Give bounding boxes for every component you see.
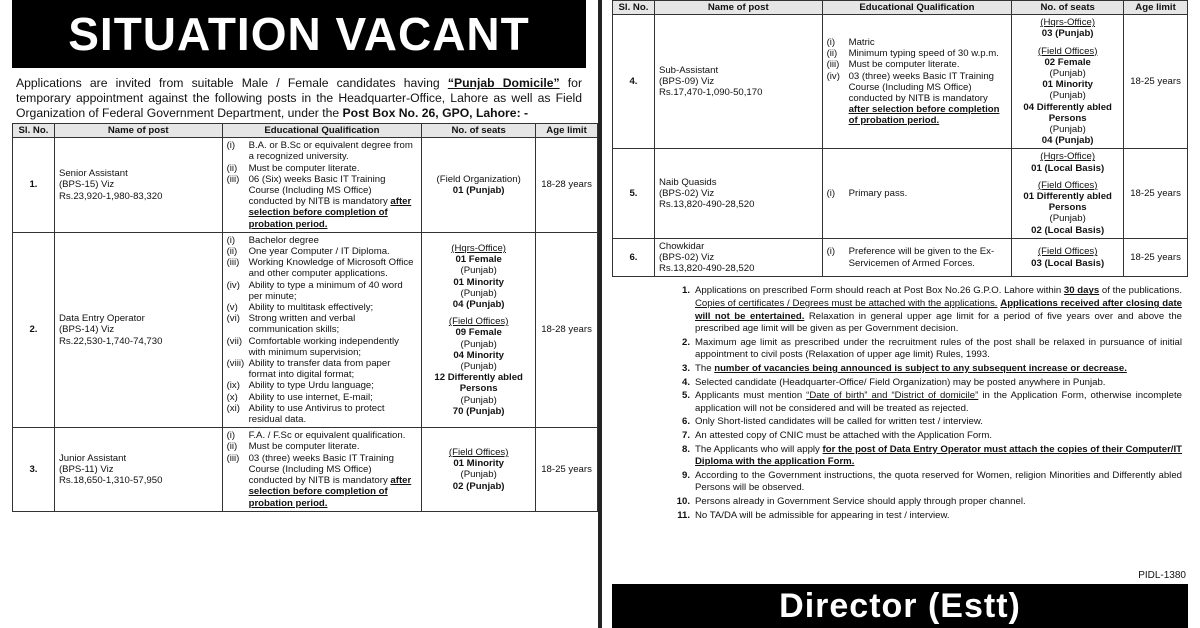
post-scale: (BPS-09) Viz [658, 76, 715, 88]
post-title: Junior Assistant [58, 452, 127, 464]
term-text-part: Only Short-listed candidates will be called for written test / interview. [695, 416, 983, 428]
qualification-list [227, 430, 418, 508]
seat-line: (Punjab) [1049, 213, 1086, 225]
term-number: 4. [681, 376, 690, 388]
qualification-text-part: Must be computer literate. [248, 162, 360, 174]
qualification-number: (v) [226, 302, 238, 314]
qualification-text-part: Primary pass. [848, 188, 908, 200]
table-row [613, 238, 1188, 277]
cell-post-name [54, 138, 222, 233]
header-age: Age limit [536, 124, 598, 138]
cell-qualification [222, 232, 422, 427]
term-item [670, 430, 1182, 443]
term-number: 7. [681, 430, 690, 441]
left-column [0, 0, 598, 628]
qualification-text [849, 246, 1008, 268]
term-text-part: No TA/DA will be admissible for appearing in test / interview. [695, 509, 950, 521]
qualification-text-part: Strong written and verbal communication skills; [248, 313, 356, 336]
qualification-text [249, 246, 418, 257]
qualification-text [249, 392, 418, 403]
qualification-item [227, 441, 418, 452]
qualification-text [249, 280, 418, 302]
post-pay-scale: Rs.13,820-490-28,520 [658, 199, 755, 211]
post-title: Chowkidar [658, 240, 705, 252]
qualification-text [249, 380, 418, 391]
term-text-part: The Applicants who will apply [695, 443, 823, 455]
qualification-text-part: Comfortable working independently with minimum supervision; [248, 335, 399, 358]
post-pay-scale: Rs.17,470-1,090-50,170 [658, 87, 763, 99]
qualification-number: (i) [826, 37, 836, 48]
cell-sl-no: 1. [13, 138, 55, 233]
cell-sl-no: 2. [13, 232, 55, 427]
qualification-number: (ii) [826, 48, 838, 60]
post-scale: (BPS-14) Viz [58, 324, 115, 336]
qualification-text-part: Ability to use Antivirus to protect residual data. [248, 402, 385, 426]
post-title: Naib Quasids [658, 176, 717, 188]
term-text-part: number of vacancies being announced is subject to any subsequent increase or decrease. [714, 363, 1127, 375]
qualification-text [849, 48, 1008, 59]
qualification-item [827, 48, 1008, 59]
qualification-item [227, 453, 418, 509]
qualification-number: (x) [226, 391, 238, 403]
header-qualification: Educational Qualification [822, 1, 1012, 15]
post-scale: (BPS-02) Viz [658, 252, 715, 264]
cell-qualification [822, 15, 1012, 149]
post-pay-scale: Rs.23,920-1,980-83,320 [58, 190, 163, 202]
left-rows [13, 138, 598, 512]
qualification-text [249, 140, 418, 162]
cell-sl-no: 6. [613, 238, 655, 277]
qualification-text [249, 174, 418, 230]
term-number: 2. [681, 336, 690, 348]
seat-line: (Punjab) [460, 287, 497, 299]
term-text [695, 470, 1182, 495]
seat-line: (Hqrs-Office) [451, 243, 507, 255]
header-seats: No. of seats [1012, 1, 1124, 15]
qualification-text-part: 03 (three) weeks Basic IT Training Course (Including MS Office) conducted by NITB is mandatory [248, 452, 394, 487]
term-text-part: Selected candidate (Headquarter-Office/ Field Organization) may be posted anywhere in Punjab. [695, 376, 1106, 388]
qualification-number: (iii) [226, 173, 240, 185]
term-item [670, 416, 1182, 429]
qualification-text [849, 59, 1008, 70]
header-sl-no: Sl. No. [613, 1, 655, 15]
qualification-text-part: Preference will be given to the Ex-Servicemen of Armed Forces. [848, 246, 995, 269]
qualification-text [249, 403, 418, 425]
qualification-item [227, 257, 418, 279]
qualification-text-part: Ability to use internet, E-mail; [248, 391, 373, 403]
qualification-text [249, 313, 418, 335]
seat-line: 02 (Local Basis) [1031, 224, 1105, 236]
term-number: 10. [676, 495, 690, 507]
qualification-number: (iv) [826, 70, 840, 82]
qualification-list [827, 37, 1008, 127]
seat-line: 04 Differently abled Persons [1023, 101, 1112, 124]
header-age: Age limit [1124, 1, 1188, 15]
intro-text-2: for temporary appointment against the following posts in the Headquarter-Office, Lahore as well as Field Organization of Federal Government Department, under the [16, 76, 583, 120]
intro-domicile: “Punjab Domicile” [447, 76, 560, 90]
qualification-number: (ii) [226, 162, 238, 174]
term-item [670, 496, 1182, 509]
qualification-item [827, 71, 1008, 127]
post-scale: (BPS-11) Viz [58, 463, 114, 475]
signatory-banner: Director (Estt) [612, 584, 1188, 628]
cell-post-name [654, 149, 822, 238]
term-item [670, 377, 1182, 390]
qualification-text [249, 257, 418, 279]
term-text [695, 444, 1182, 469]
qualification-number: (i) [826, 246, 836, 258]
qualification-emphasis: after selection before completion of probation period. [248, 475, 412, 509]
header-seats: No. of seats [422, 124, 536, 138]
cell-age-limit: 18-25 years [1124, 238, 1188, 277]
cell-post-name [654, 238, 822, 277]
qualification-item [827, 188, 1008, 199]
seat-line: 70 (Punjab) [452, 405, 505, 417]
qualification-list [827, 188, 1008, 199]
qualification-text [849, 71, 1008, 127]
qualification-item [227, 358, 418, 380]
qualification-number: (ii) [226, 441, 238, 453]
qualification-text-part: Must be computer literate. [248, 441, 360, 453]
qualification-number: (iv) [226, 279, 240, 291]
qualification-item [827, 59, 1008, 70]
qualification-list [227, 140, 418, 230]
seat-line: 01 (Local Basis) [1031, 162, 1105, 174]
term-item [670, 337, 1182, 362]
term-text-part: in the Application Form, otherwise incomplete application will not be considered and will be treated as rejected. [695, 390, 1183, 414]
seat-line: (Punjab) [460, 265, 497, 277]
seat-line: (Punjab) [460, 469, 497, 481]
cell-sl-no: 5. [613, 149, 655, 238]
term-text [695, 510, 1182, 523]
seat-line: 03 (Local Basis) [1031, 257, 1105, 269]
qualification-text-part: 06 (Six) weeks Basic IT Training Course (Including MS Office) conducted by NITB is mandatory [248, 173, 391, 208]
posts-table-header-right [613, 1, 1188, 15]
seat-line: 09 Female [455, 327, 502, 339]
cell-seats [1012, 15, 1124, 149]
qualification-text-part: 03 (three) weeks Basic IT Training Course (Including MS Office) conducted by NITB is mandatory [848, 70, 994, 105]
cell-post-name [54, 428, 222, 511]
term-text-part: The [695, 363, 715, 375]
seat-line: (Field Offices) [448, 447, 509, 459]
cell-age-limit: 18-28 years [536, 232, 598, 427]
qualification-item [227, 140, 418, 162]
term-item [670, 363, 1182, 376]
intro-paragraph [16, 76, 582, 121]
seat-line: 02 Female [1044, 56, 1091, 68]
post-title: Data Entry Operator [58, 313, 145, 325]
term-item [670, 444, 1182, 469]
qualification-text [249, 430, 418, 441]
seat-line: 03 (Punjab) [1041, 28, 1094, 40]
seat-line: (Punjab) [1049, 90, 1086, 102]
seat-line: 01 (Punjab) [452, 185, 505, 197]
qualification-text-part: Ability to type Urdu language; [248, 380, 374, 392]
qualification-text [249, 441, 418, 452]
seat-line: (Punjab) [1049, 68, 1086, 80]
seat-line: 01 Minority [1042, 79, 1093, 91]
table-row [613, 15, 1188, 149]
qualification-number: (xi) [226, 402, 240, 414]
header-post: Name of post [654, 1, 822, 15]
seat-line: (Punjab) [460, 338, 497, 350]
term-text-part: for the post of Data Entry Operator must attach the copies of their Computer/IT Diploma with the application Form. [695, 443, 1182, 468]
qualification-number: (iii) [826, 59, 840, 71]
qualification-number: (vi) [226, 313, 240, 325]
term-text [695, 390, 1182, 415]
cell-age-limit: 18-25 years [536, 428, 598, 511]
table-row [613, 149, 1188, 238]
cell-sl-no: 3. [13, 428, 55, 511]
seat-line: (Punjab) [460, 361, 497, 373]
page-title: SITUATION VACANT [12, 0, 586, 68]
qualification-item [227, 302, 418, 313]
term-number: 8. [681, 443, 690, 455]
term-text [695, 430, 1182, 443]
qualification-number: (ix) [226, 380, 240, 392]
qualification-number: (iii) [226, 452, 240, 464]
term-text [695, 337, 1182, 362]
intro-text-1: Applications are invited from suitable Male / Female candidates having [16, 76, 440, 90]
qualification-text-part: F.A. / F.Sc or equivalent qualification. [248, 430, 406, 442]
qualification-number: (i) [826, 188, 836, 200]
qualification-text [249, 358, 418, 380]
seat-line: 02 (Punjab) [452, 480, 505, 492]
seat-line: 01 Minority [453, 276, 504, 288]
qualification-text-part: Matric [848, 37, 875, 48]
term-text-part: of the publications. [1099, 285, 1182, 297]
term-text-part: An attested copy of CNIC must be attached with the Application Form. [695, 430, 993, 441]
posts-table-header [13, 124, 598, 138]
cell-sl-no: 4. [613, 15, 655, 149]
qualification-item [227, 313, 418, 335]
seat-line: 04 (Punjab) [1041, 135, 1094, 147]
cell-qualification [822, 238, 1012, 277]
cell-age-limit: 18-25 years [1124, 15, 1188, 149]
term-text-part: Applicants must mention [695, 390, 807, 402]
qualification-item [227, 403, 418, 425]
cell-qualification [822, 149, 1012, 238]
term-item [670, 285, 1182, 335]
table-row [13, 428, 598, 511]
term-number: 5. [681, 390, 690, 402]
posts-table-left [12, 123, 598, 512]
qualification-text-part: Ability to transfer data from paper format into digital format; [248, 358, 391, 381]
cell-seats [422, 232, 536, 427]
cell-age-limit: 18-28 years [536, 138, 598, 233]
right-rows [613, 15, 1188, 277]
qualification-text-part: B.A. or B.Sc or equivalent degree from a recognized university. [248, 140, 413, 163]
seat-line: (Punjab) [460, 394, 497, 406]
term-text-part: Copies of certificates / Degrees must be attached with the applications. [695, 298, 998, 310]
seat-line: 01 Differently abled Persons [1023, 191, 1112, 214]
term-text-part: Maximum age limit as prescribed under the recruitment rules of the post shall be relaxed in pursuance of initial appointment to civil posts (Relaxation of upper age limit) Rules, 1993. [695, 336, 1182, 361]
term-text [695, 416, 1182, 429]
qualification-list [227, 235, 418, 425]
term-text-part: Applications received after closing date will not be entertained. [695, 298, 1183, 322]
term-number: 1. [681, 285, 690, 297]
qualification-number: (viii) [226, 358, 245, 370]
seat-line: (Punjab) [1049, 124, 1086, 136]
qualification-list [827, 246, 1008, 268]
term-text [695, 496, 1182, 509]
term-text [695, 363, 1182, 376]
qualification-text-part: Working Knowledge of Microsoft Office and other computer applications. [248, 257, 414, 280]
seat-line: (Hqrs-Office) [1040, 17, 1096, 29]
term-number: 9. [681, 469, 690, 481]
qualification-item [227, 163, 418, 174]
qualification-item [227, 336, 418, 358]
term-text-part: According to the Government instructions, the quota reserved for Women, religion Minorities and Differently abled Persons will be observed. [695, 469, 1182, 494]
header-post: Name of post [54, 124, 222, 138]
cell-post-name [654, 15, 822, 149]
seat-line: 01 Female [455, 254, 502, 266]
post-scale: (BPS-15) Viz [58, 179, 115, 191]
term-text-part: “Date of birth” and “District of domicile” [806, 390, 979, 402]
qualification-text [249, 453, 418, 509]
qualification-text-part: One year Computer / IT Diploma. [248, 246, 390, 258]
qualification-number: (i) [226, 234, 236, 246]
post-pay-scale: Rs.13,820-490-28,520 [658, 263, 755, 275]
seat-line: 01 Minority [453, 458, 504, 470]
table-row [13, 232, 598, 427]
seat-line: (Field Organization) [436, 173, 521, 185]
qualification-item [827, 37, 1008, 48]
qualification-item [227, 174, 418, 230]
term-text [695, 285, 1182, 335]
qualification-emphasis: after selection before completion of probation period. [848, 104, 1000, 127]
cell-age-limit: 18-25 years [1124, 149, 1188, 238]
term-text-part: Relaxation in general upper age limit for a period of five years over and above the prescribed age limit will be given as per Government decision. [695, 310, 1182, 335]
term-number: 6. [681, 416, 690, 428]
term-text-part: Applications on prescribed Form should reach at Post Box No.26 G.P.O. Lahore within [695, 285, 1064, 297]
qualification-text-part: Must be computer literate. [848, 59, 960, 71]
qualification-text-part: Minimum typing speed of 30 w.p.m. [848, 48, 999, 60]
post-title: Senior Assistant [58, 168, 128, 180]
cell-seats [422, 428, 536, 511]
cell-qualification [222, 428, 422, 511]
qualification-item [227, 246, 418, 257]
term-text-part: Persons already in Government Service should apply through proper channel. [695, 495, 1026, 507]
qualification-number: (ii) [226, 246, 238, 258]
qualification-emphasis: after selection before completion of probation period. [248, 196, 412, 230]
cell-seats [422, 138, 536, 233]
cell-seats [1012, 149, 1124, 238]
qualification-text [249, 336, 418, 358]
pidl-code: PIDL-1380 [1138, 570, 1186, 581]
seat-line: 04 (Punjab) [452, 299, 505, 311]
terms-list [630, 285, 1182, 522]
seat-line: 04 Minority [453, 349, 504, 361]
qualification-number: (iii) [226, 257, 240, 269]
header-qualification: Educational Qualification [222, 124, 422, 138]
seat-line: (Field Offices) [1037, 179, 1098, 191]
posts-table-right [612, 0, 1188, 277]
term-item [670, 510, 1182, 523]
term-number: 3. [681, 363, 690, 375]
qualification-text [849, 188, 1008, 199]
cell-seats [1012, 238, 1124, 277]
term-item [670, 470, 1182, 495]
term-number: 11. [677, 509, 690, 521]
qualification-number: (vii) [226, 335, 243, 347]
header-sl-no: Sl. No. [13, 124, 55, 138]
qualification-item [827, 246, 1008, 268]
seat-line: 12 Differently abled Persons [434, 372, 523, 395]
qualification-number: (i) [226, 140, 236, 152]
term-text-part: 30 days [1063, 285, 1100, 297]
seat-line: (Field Offices) [1037, 45, 1098, 57]
qualification-text-part: Ability to type a minimum of 40 word per minute; [248, 279, 403, 302]
post-pay-scale: Rs.22,530-1,740-74,730 [58, 335, 163, 347]
qualification-item [227, 430, 418, 441]
term-text [695, 377, 1182, 390]
qualification-text [849, 37, 1008, 48]
right-column [602, 0, 1200, 628]
qualification-number: (i) [226, 430, 236, 442]
qualification-text [249, 163, 418, 174]
qualification-text-part: Bachelor degree [248, 234, 319, 246]
qualification-text [249, 235, 418, 246]
qualification-item [227, 280, 418, 302]
seat-line: (Field Offices) [1037, 246, 1098, 258]
cell-qualification [222, 138, 422, 233]
seat-line: (Hqrs-Office) [1040, 151, 1096, 163]
post-pay-scale: Rs.18,650-1,310-57,950 [58, 475, 163, 487]
qualification-item [227, 392, 418, 403]
table-row [13, 138, 598, 233]
qualification-text-part: Ability to multitask effectively; [248, 302, 374, 314]
term-item [670, 390, 1182, 415]
intro-post-box: Post Box No. 26, GPO, Lahore: - [342, 106, 529, 120]
qualification-text [249, 302, 418, 313]
cell-post-name [54, 232, 222, 427]
seat-line: (Field Offices) [448, 316, 509, 328]
qualification-item [227, 380, 418, 391]
post-scale: (BPS-02) Viz [658, 188, 715, 200]
post-title: Sub-Assistant [658, 65, 719, 77]
qualification-item [227, 235, 418, 246]
